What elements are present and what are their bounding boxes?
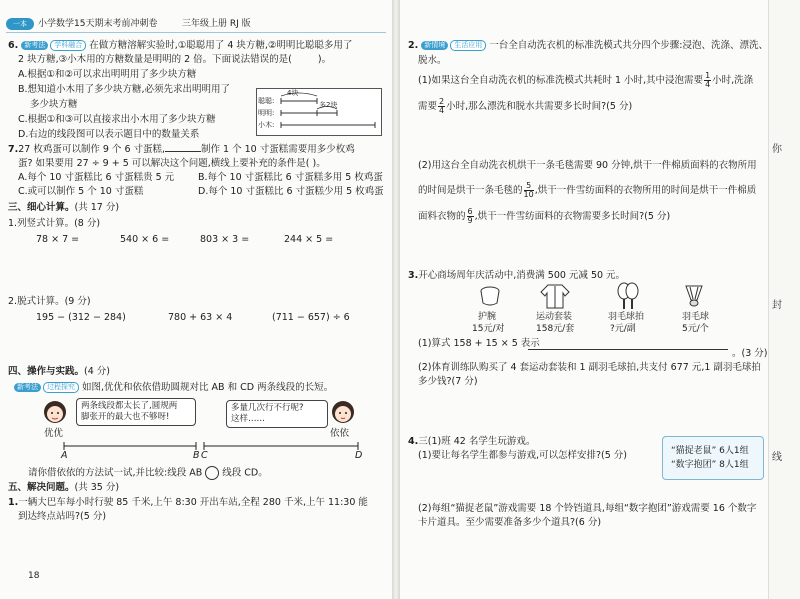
name-youyou: 优优 [44, 428, 64, 439]
calc2-item-1: 780 + 63 × 4 [168, 312, 233, 323]
band-body [481, 291, 499, 305]
q2-sub1-line-1 [418, 98, 632, 115]
q6-tag: 新考法 [21, 41, 48, 50]
q2-sub2-line-2 [418, 208, 670, 225]
q2-sub1-line-0 [418, 72, 753, 89]
side-label-0: 你 [772, 144, 782, 155]
q2-line-0 [408, 40, 768, 52]
calc1-item-1: 540 × 6 = [120, 234, 170, 245]
compare-line [28, 466, 268, 480]
q7-option-c: C.或可以制作 5 个 10 寸蛋糕 [18, 186, 144, 197]
fraction-6-9 [467, 208, 474, 225]
game-card-line-1: “数字抱团” 8人1组 [671, 460, 749, 470]
q6-diagram-svg [257, 89, 381, 135]
header-rule [6, 32, 386, 33]
q4-sub1: (1)要让每名学生都参与游戏,可以怎样安排?(5 分) [418, 450, 627, 461]
q7-number: 7. [8, 144, 19, 155]
fraction-denominator: 4 [439, 106, 445, 115]
bubble-youyou-line-0: 两条线段都太长了,圆规两 [81, 401, 178, 411]
fraction-denominator: 4 [705, 80, 711, 89]
q4-sub2-line-1: 卡片道具。至少需要准备多少个道具?(6 分) [418, 517, 602, 528]
item-price-1: 158元/套 [536, 324, 575, 334]
point-c: C [201, 450, 208, 461]
calc1-item-0: 78 × 7 = [36, 234, 80, 245]
section-4-title: 四、操作与实践。 [8, 366, 85, 377]
p1-line-1: 到达终点站吗?(5 分) [18, 511, 107, 522]
right-page [400, 0, 768, 599]
face [335, 406, 351, 422]
q6-line-0 [8, 40, 352, 52]
p1-number: 1. [8, 497, 19, 508]
q2-tag: 新情境 [421, 41, 448, 50]
q3-sub2-line-1: 多少钱?(7 分) [418, 376, 478, 387]
section-4-heading [8, 366, 110, 378]
item-name-3: 羽毛球 [682, 312, 710, 322]
q3-line-0 [408, 270, 625, 282]
calc2-item-0: 195 − (312 − 284) [36, 312, 126, 323]
calc1-item-2: 803 × 3 = [200, 234, 250, 245]
q2-sub1-d: 小时,那么漂洗和脱水共需要多长时间?(5 分) [446, 101, 633, 112]
q3-intro: 开心商场周年庆活动中,消费满 500 元减 50 元。 [418, 270, 626, 281]
header-badge: 一本 [6, 18, 34, 30]
q6-option-d: D.右边的线段图可以表示题目中的数量关系 [18, 129, 200, 140]
calc2-title: 2.脱式计算。 [8, 296, 65, 307]
q2-sub2-d: 面料衣物的 [418, 211, 466, 222]
q6-option-a: A.根据①和②可以求出明明用了多少块方糖 [18, 69, 197, 80]
item-name-2: 羽毛球拍 [608, 312, 645, 322]
face [47, 406, 63, 422]
q3-sub1-score: 。(3 分) [732, 348, 768, 359]
q7-blank [165, 151, 201, 152]
q6-tag2: 学科融合 [50, 40, 86, 51]
section-5-title: 五、解决问题。 [8, 482, 75, 493]
item-name-0: 护腕 [478, 312, 497, 322]
q7-option-d: D.每个 10 寸蛋糕比 6 寸蛋糕少用 5 枚鸡蛋 [198, 186, 384, 197]
girl-youyou-icon [38, 398, 72, 428]
q3-sub1-answer-line[interactable] [528, 349, 728, 350]
calc1-score: (8 分) [74, 218, 101, 229]
q7-text-1: 制作 1 个 10 寸蛋糕需要用多少枚鸡 [201, 144, 355, 155]
bubble-yiyi-line-1: 这样…… [231, 414, 266, 424]
header-grade: 三年级上册 RJ 版 [182, 19, 251, 29]
side-label-2: 线 [772, 452, 782, 463]
q7-option-a: A.每个 10 寸蛋糕比 6 寸蛋糕贵 5 元 [18, 172, 175, 183]
compare-suffix: 线段 CD。 [222, 467, 268, 479]
item-price-2: ?元/副 [610, 324, 636, 334]
section-4-tag: 新考法 [14, 383, 41, 392]
q2-sub2-line-0: (2)用这台全自动洗衣机烘干一条毛毯需要 90 分钟,烘干一件棉质面料的衣物所用 [418, 160, 757, 171]
fraction-1-4 [704, 72, 711, 89]
bubble-yiyi-line-0: 多量几次行不行呢? [231, 403, 304, 413]
section-3-score: (共 17 分) [74, 202, 120, 213]
compare-prefix: 请你借依依的方法试一试,并比较:线段 AB [28, 467, 203, 479]
point-a: A [61, 450, 68, 461]
fraction-numerator: 1 [705, 71, 711, 80]
q2-sub1-a: (1)如果这台全自动洗衣机的标准洗模式共耗时 1 小时,其中浸泡需要 [418, 75, 704, 86]
calc1-title: 1.列竖式计算。 [8, 218, 75, 229]
girl-yiyi-icon [326, 398, 360, 428]
fraction-denominator: 10 [523, 190, 534, 199]
diagram-row-2: 小木: [258, 121, 275, 129]
section-4-score: (4 分) [84, 366, 110, 377]
q7-option-b: B.每个 10 寸蛋糕比 6 寸蛋糕多用 5 枚鸡蛋 [198, 172, 383, 183]
q6-text-0: 在做方糖溶解实验时,①聪聪用了 4 块方糖,②明明比聪聪多用了 [89, 40, 353, 51]
compare-circle-input[interactable] [205, 466, 219, 480]
segments-svg [60, 440, 370, 452]
q4-number: 4. [408, 436, 419, 447]
section-5-score: (共 35 分) [74, 482, 120, 493]
bubble-youyou [76, 398, 196, 426]
q2-sub2-b: 的时间是烘干一条毛毯的 [418, 185, 523, 196]
q6-text-1: 2 块方糖,③小木用的方糖数量是明明的 2 倍。下面说法错误的是( [18, 54, 292, 65]
left-page [0, 0, 392, 599]
header-title: 小学数学15天期末考前冲刺卷 [38, 19, 158, 29]
wristband-icon [476, 284, 504, 308]
q2-text-0: 一台全自动洗衣机的标准洗模式共分四个步骤:浸泡、洗涤、漂洗、 [489, 40, 768, 51]
q2-tag2: 生活应用 [450, 40, 486, 51]
q7-line-0 [8, 144, 355, 156]
q2-sub2-c: ,烘干一件雪纺面料的衣物所用的时间是烘干一件棉质 [534, 185, 757, 196]
diagram-top-label: 4块 [287, 89, 299, 97]
page-fold [392, 0, 400, 599]
point-d: D [355, 450, 363, 461]
racket-icon [614, 282, 642, 310]
eye-right [57, 412, 59, 414]
q2-sub1-c: 需要 [418, 101, 438, 112]
calc2-heading [8, 296, 91, 308]
section-5-heading [8, 482, 119, 494]
side-label-1: 封 [772, 300, 782, 311]
fraction-5-10 [524, 182, 534, 199]
page-number: 18 [28, 571, 40, 581]
mouth [341, 418, 345, 419]
fraction-numerator: 5 [524, 182, 534, 191]
q2-line-1: 脱水。 [418, 55, 447, 66]
item-price-3: 5元/个 [682, 324, 709, 334]
q3-sub2-line-0: (2)体育训练队购买了 4 套运动套装和 1 副羽毛球拍,共支付 677 元,1 副羽毛球拍 [418, 362, 761, 373]
q2-sub2-line-1 [418, 182, 756, 199]
item-price-0: 15元/对 [472, 324, 505, 334]
q2-number: 2. [408, 40, 419, 51]
p1-line-0 [8, 497, 368, 509]
fraction-2-4 [438, 98, 445, 115]
q3-sub1-text: (1)算式 158 + 15 × 5 表示 [418, 338, 540, 349]
cork [690, 300, 698, 306]
eye-left [51, 412, 53, 414]
feathers [686, 286, 702, 300]
calc1-item-3: 244 × 5 = [284, 234, 334, 245]
game-card-line-0: “猫捉老鼠” 6人1组 [671, 446, 749, 456]
q6-number: 6. [8, 40, 19, 51]
fraction-denominator: 9 [467, 216, 473, 225]
fraction-numerator: 6 [467, 207, 473, 216]
calc2-item-2: (711 − 657) ÷ 6 [272, 312, 350, 323]
section-4-intro [14, 382, 333, 394]
p1-text-0: 一辆大巴车每小时行驶 85 千米,上午 8:30 开出车站,全程 280 千米,上午 11:30 能 [18, 497, 368, 508]
section-3-heading [8, 202, 119, 214]
q4-sub2-line-0: (2)每组“猫捉老鼠”游戏需要 18 个铃铛道具,每组“数字抱团”游戏需要 16 个数字 [418, 503, 757, 514]
item-name-1: 运动套装 [536, 312, 573, 322]
diagram-row-0: 聪聪: [258, 97, 275, 105]
q6-option-b: B.想知道小木用了多少块方糖,必须先求出明明用了 [18, 84, 231, 95]
shuttlecock-icon [682, 284, 706, 308]
eye-left [339, 412, 341, 414]
q3-number: 3. [408, 270, 419, 281]
section-3-title: 三、细心计算。 [8, 202, 75, 213]
tracksuit-icon [540, 282, 570, 310]
game-card [662, 436, 764, 480]
fraction-numerator: 2 [439, 97, 445, 106]
calc1-heading [8, 218, 100, 230]
q4-intro: 三(1)班 42 名学生玩游戏。 [418, 436, 536, 447]
racket-head-2 [626, 283, 638, 299]
q6-option-b-cont: 多少块方糖 [30, 99, 78, 110]
section-4-intro-text: 如图,优优和依依借助圆规对比 AB 和 CD 两条线段的长短。 [82, 382, 334, 393]
q7-line-2: 蛋? 如果要用 27 ÷ 9 + 5 可以解决这个问题,横线上要补充的条件是( )。 [18, 158, 326, 169]
q2-sub2-e: ,烘干一件雪纺面料的衣物需要多长时间?(5 分) [474, 211, 671, 222]
q6-line-1 [18, 54, 331, 66]
q6-bracket-end: )。 [317, 54, 332, 65]
bubble-youyou-line-1: 脚张开的最大也不够呀! [81, 412, 170, 422]
q4-line-0 [408, 436, 535, 448]
q6-option-c: C.根据①和③可以直接求出小木用了多少块方糖 [18, 114, 216, 125]
diagram-right-label: 多2块 [319, 101, 338, 109]
name-yiyi: 依依 [330, 428, 350, 439]
eye-right [345, 412, 347, 414]
q7-text-0: 27 枚鸡蛋可以制作 9 个 6 寸蛋糕, [18, 144, 166, 155]
q6-line-diagram [256, 88, 382, 136]
diagram-row-1: 明明: [258, 109, 275, 117]
point-b: B [193, 450, 200, 461]
calc2-score: (9 分) [64, 296, 91, 307]
q2-sub1-b: 小时,洗涤 [712, 75, 754, 86]
section-4-tag2: 过程探究 [43, 382, 79, 393]
bubble-yiyi [226, 400, 328, 428]
